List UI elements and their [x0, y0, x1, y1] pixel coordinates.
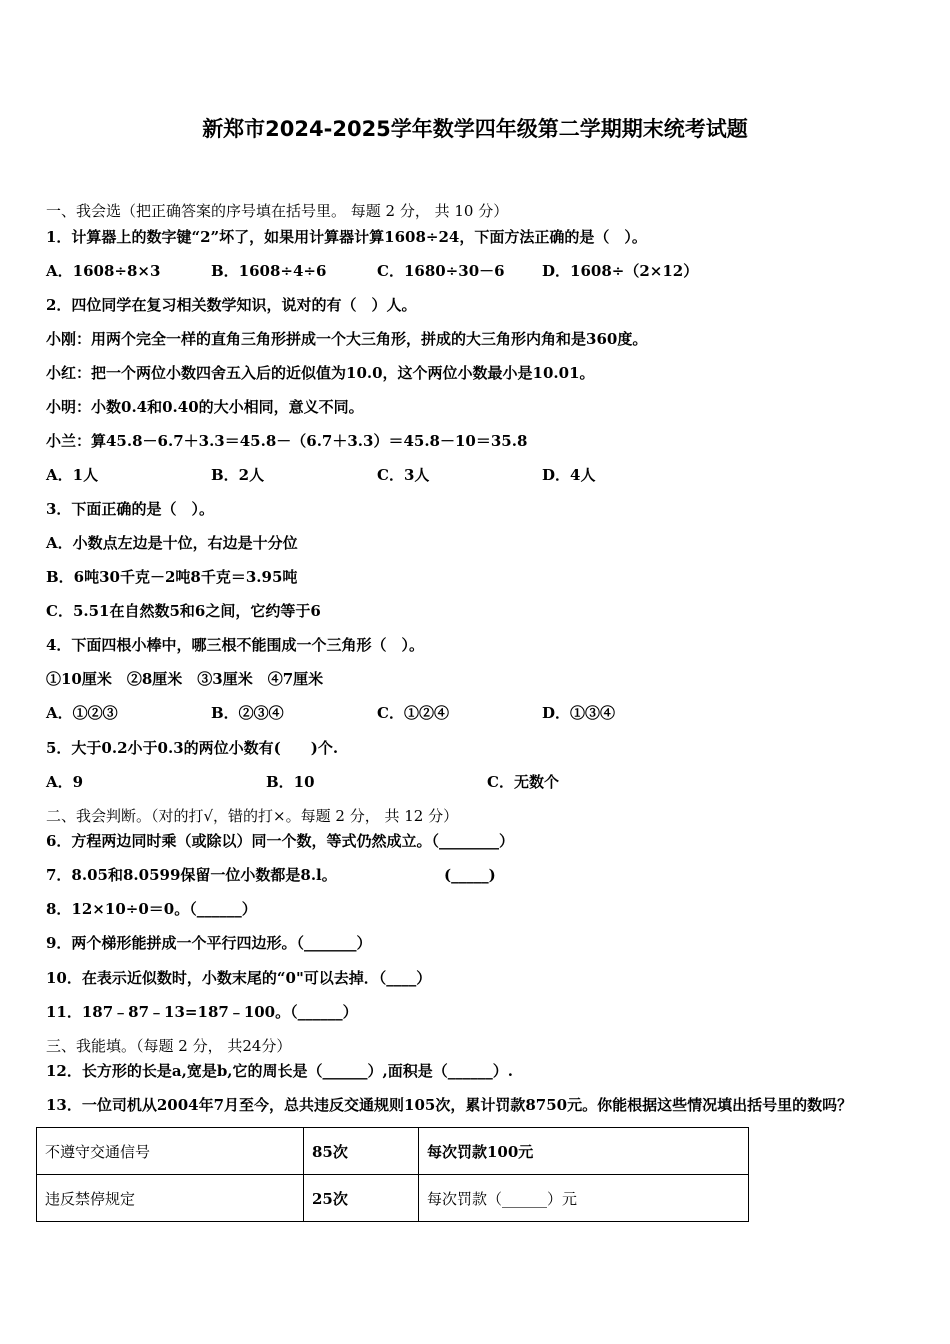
question-1: 1．计算器上的数字键“2”坏了，如果用计算器计算1608÷24，下面方法正确的是（ ）。: [46, 228, 647, 246]
q3-option-c: C．5.51在自然数5和6之间，它约等于6: [46, 602, 321, 620]
question-11: 11．187﹣87﹣13=187﹣100。（______）: [46, 1003, 358, 1021]
q5-option-a: A．9: [46, 773, 84, 791]
question-5: 5．大于0.2小于0.3的两位小数有( )个.: [46, 739, 339, 757]
question-4: 4．下面四根小棒中，哪三根不能围成一个三角形（ ）。: [46, 636, 424, 654]
q2-statement: 小刚：用两个完全一样的直角三角形拼成一个大三角形，拼成的大三角形内角和是360度。: [46, 330, 648, 348]
q4-sticks: ①10厘米 ②8厘米 ③3厘米 ④7厘米: [46, 670, 324, 688]
section2-heading: 二、我会判断。（对的打√，错的打×。每题 2 分， 共 12 分）: [46, 807, 459, 825]
q4-option-a: A．①②③: [46, 704, 118, 722]
question-2: 2．四位同学在复习相关数学知识，说对的有（ ）人。: [46, 296, 417, 314]
question-9: 9．两个梯形能拼成一个平行四边形。（_______）: [46, 934, 372, 952]
question-8: 8．12×10÷0＝0。（______）: [46, 900, 257, 918]
q3-option-a: A．小数点左边是十位，右边是十分位: [46, 534, 298, 552]
question-10: 10．在表示近似数时，小数末尾的“0"可以去掉．（____）: [46, 969, 432, 987]
question-7: 7．8.05和8.0599保留一位小数都是8.l。: [46, 866, 337, 884]
q4-option-d: D．①③④: [542, 704, 616, 722]
q1-option-b: B．1608÷4÷6: [211, 262, 327, 280]
question-13: 13．一位司机从2004年7月至今，总共违反交通规则105次，累计罚款8750元。你能根据这些情况填出括号里的数吗？: [46, 1096, 853, 1114]
question-12: 12．长方形的长是a,宽是b,它的周长是（______）,面积是（______）.: [46, 1062, 513, 1080]
q2-statement: 小明：小数0.4和0.40的大小相同，意义不同。: [46, 398, 364, 416]
q2-option-a: A．1人: [46, 466, 99, 484]
q1-option-c: C．1680÷30－6: [377, 262, 505, 280]
q3-option-b: B．6吨30千克－2吨8千克＝3.95吨: [46, 568, 298, 586]
section3-heading: 三、我能填。（每题 2 分， 共24分）: [46, 1037, 292, 1055]
q5-option-c: C．无数个: [487, 773, 559, 791]
q1-option-d: D．1608÷（2×12）: [542, 262, 699, 280]
table-row: [37, 1128, 749, 1175]
question-6: 6．方程两边同时乘（或除以）同一个数，等式仍然成立。（________）: [46, 832, 514, 850]
table-row: [37, 1175, 749, 1222]
table-cell: 25次: [304, 1175, 419, 1222]
table-cell: 不遵守交通信号: [37, 1128, 304, 1175]
table-cell: 85次: [304, 1128, 419, 1175]
table-cell: 违反禁停规定: [37, 1175, 304, 1222]
table-cell: 每次罚款（______）元: [419, 1175, 749, 1222]
q4-option-c: C．①②④: [377, 704, 449, 722]
table-cell: 每次罚款100元: [419, 1128, 749, 1175]
fine-table: [36, 1127, 749, 1222]
q2-option-c: C．3人: [377, 466, 430, 484]
q2-statement: 小红：把一个两位小数四舍五入后的近似值为10.0，这个两位小数最小是10.01。: [46, 364, 595, 382]
q7-answer-blank: (_____): [444, 866, 496, 884]
section1-heading: 一、我会选（把正确答案的序号填在括号里。 每题 2 分， 共 10 分）: [46, 202, 509, 220]
q2-option-d: D．4人: [542, 466, 596, 484]
q2-statement: 小兰：算45.8－6.7＋3.3＝45.8－（6.7＋3.3）＝45.8－10＝35.8: [46, 432, 528, 450]
question-3: 3．下面正确的是（ ）。: [46, 500, 214, 518]
q1-option-a: A．1608÷8×3: [46, 262, 161, 280]
q2-option-b: B．2人: [211, 466, 265, 484]
page-title: 新郑市2024-2025学年数学四年级第二学期期末统考试题: [202, 117, 748, 141]
q4-option-b: B．②③④: [211, 704, 284, 722]
q5-option-b: B．10: [266, 773, 315, 791]
